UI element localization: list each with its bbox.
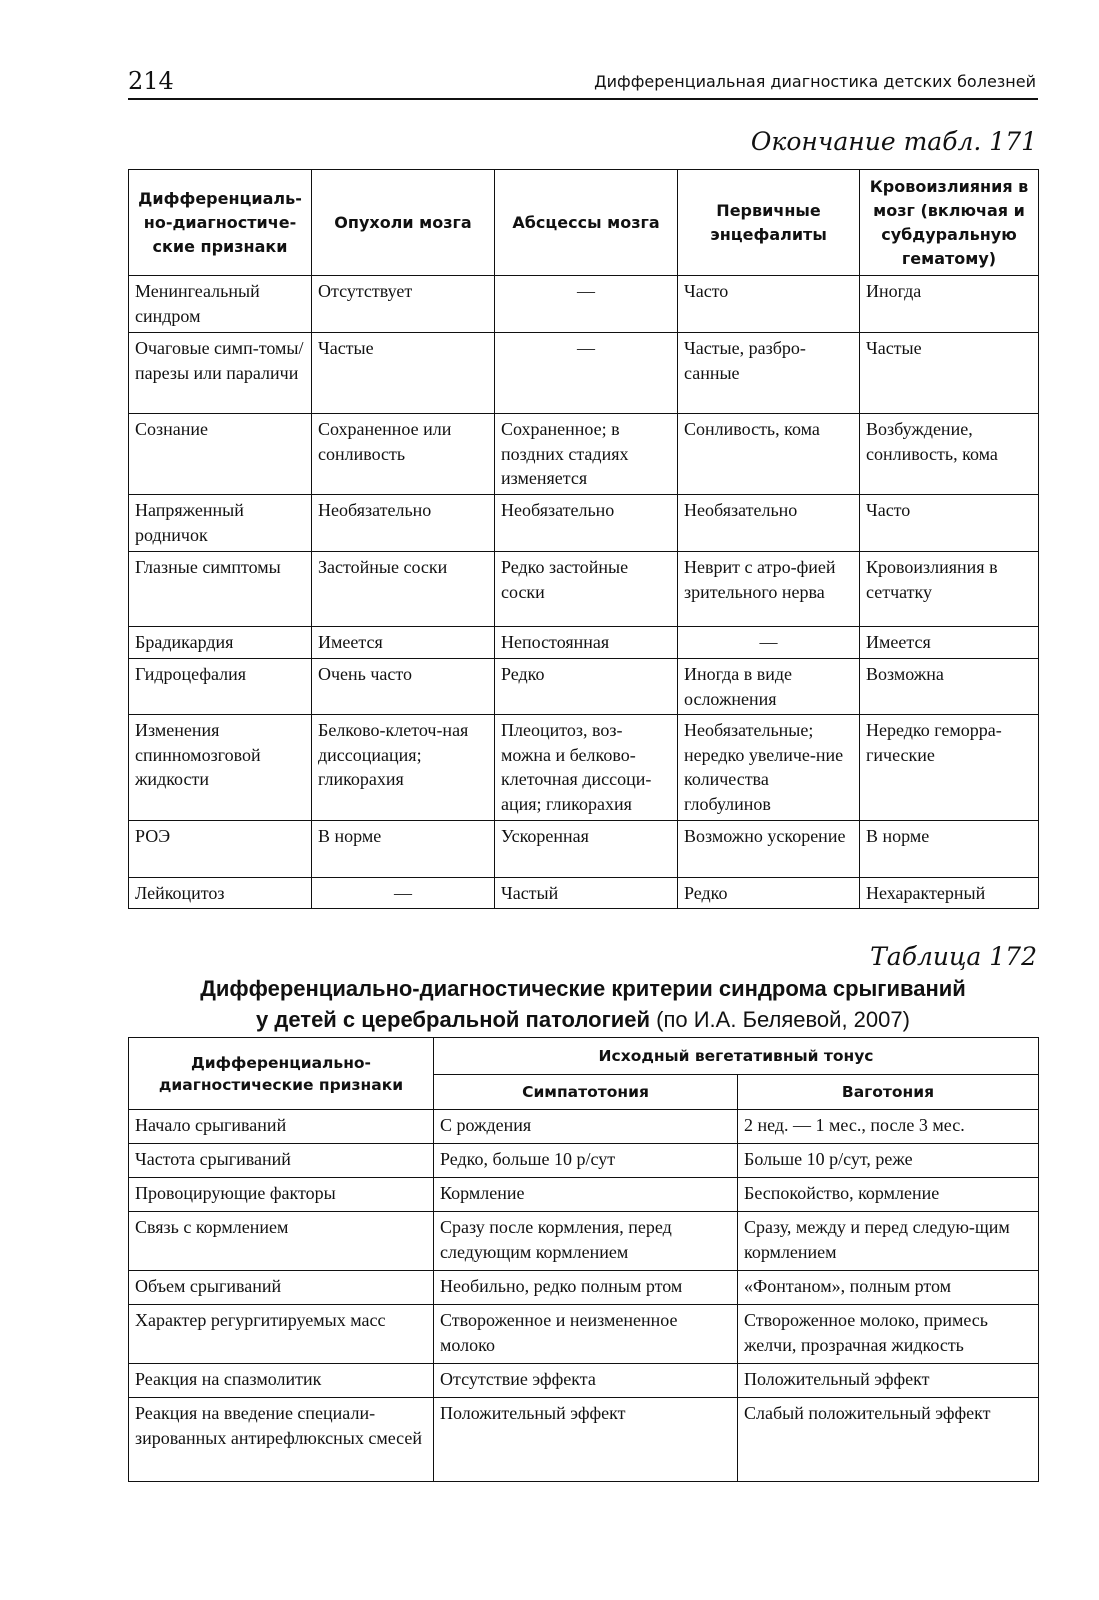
table-cell: Сохраненное или сонливость [312, 414, 495, 495]
table-172 [128, 1037, 1039, 1482]
table-cell: Реакция на введение специали-зированных антирефлюксных смесей [129, 1398, 434, 1482]
table-cell: Положительный эффект [738, 1364, 1039, 1398]
table-cell: Неврит с атро-фией зрительного нерва [678, 552, 860, 627]
table-row [129, 659, 1039, 715]
table-row [129, 1178, 1039, 1212]
running-title: Дифференциальная диагностика детских болезней [594, 72, 1036, 91]
table-cell: — [678, 627, 860, 659]
table-cell: — [495, 333, 678, 414]
table-cell: Начало срыгиваний [129, 1110, 434, 1144]
table-cell: Сразу, между и перед следую-щим кормлением [738, 1212, 1039, 1271]
table-cell: Частый [495, 878, 678, 909]
table-cell: Плеоцитоз, воз-можна и белково-клеточная диссоци-ация; гликорахия [495, 715, 678, 821]
table-row [129, 495, 1039, 552]
table-171-caption: Окончание табл. 171 [750, 127, 1037, 156]
table-cell: С рождения [434, 1110, 738, 1144]
table-row [129, 1398, 1039, 1482]
column-header: Кровоизлияния в мозг (включая и субдуральную гематому) [860, 170, 1039, 276]
table-cell: В норме [312, 821, 495, 878]
column-header-vagotonia: Ваготония [738, 1075, 1039, 1110]
table-row [129, 552, 1039, 627]
table-172-title-source: (по И.А. Беляевой, 2007) [656, 1007, 910, 1032]
table-cell: Кровоизлияния в сетчатку [860, 552, 1039, 627]
table-cell: Необязательно [495, 495, 678, 552]
table-cell: Имеется [312, 627, 495, 659]
table-cell: — [312, 878, 495, 909]
table-cell: 2 нед. — 1 мес., после 3 мес. [738, 1110, 1039, 1144]
table-row [129, 1305, 1039, 1364]
table-172-title-line-2: у детей с церебральной патологией [256, 1007, 651, 1032]
table-cell: Редко [495, 659, 678, 715]
table-cell: Створоженное и неизмененное молоко [434, 1305, 738, 1364]
table-cell: Иногда [860, 276, 1039, 333]
table-row [129, 414, 1039, 495]
column-header-criteria: Дифференциально-диагностические признаки [129, 1038, 434, 1110]
table-cell: Провоцирующие факторы [129, 1178, 434, 1212]
table-row [129, 878, 1039, 909]
page-number: 214 [128, 67, 174, 95]
table-cell: Часто [678, 276, 860, 333]
table-cell: Сразу после кормления, перед следующим кормлением [434, 1212, 738, 1271]
column-header-group: Исходный вегетативный тонус [434, 1038, 1039, 1075]
table-row [129, 627, 1039, 659]
table-cell: «Фонтаном», полным ртом [738, 1271, 1039, 1305]
column-header-sympathotonia: Симпатотония [434, 1075, 738, 1110]
table-172-label: Таблица 172 [870, 942, 1037, 971]
table-171-header-row [129, 170, 1039, 276]
table-row [129, 1110, 1039, 1144]
table-cell: Редко, больше 10 р/сут [434, 1144, 738, 1178]
table-row [129, 715, 1039, 821]
table-cell: Редко застойные соски [495, 552, 678, 627]
table-cell: Иногда в виде осложнения [678, 659, 860, 715]
column-header: Первичные энцефалиты [678, 170, 860, 276]
table-cell: Нередко геморра-гические [860, 715, 1039, 821]
table-cell: Сознание [129, 414, 312, 495]
table-cell: Объем срыгиваний [129, 1271, 434, 1305]
table-cell: Кормление [434, 1178, 738, 1212]
column-header: Опухоли мозга [312, 170, 495, 276]
table-cell: Сохраненное; в поздних стадиях изменяется [495, 414, 678, 495]
table-cell: Изменения спинномозговой жидкости [129, 715, 312, 821]
table-cell: Отсутствует [312, 276, 495, 333]
table-cell: В норме [860, 821, 1039, 878]
table-cell: Гидроцефалия [129, 659, 312, 715]
table-172-title-line-1: Дифференциально-диагностические критерии синдрома срыгиваний [200, 976, 966, 1001]
table-row [129, 1212, 1039, 1271]
table-cell: Сонливость, кома [678, 414, 860, 495]
table-cell: Имеется [860, 627, 1039, 659]
table-cell: Частые [860, 333, 1039, 414]
table-cell: Отсутствие эффекта [434, 1364, 738, 1398]
table-cell: — [495, 276, 678, 333]
table-cell: Характер регургитируемых масс [129, 1305, 434, 1364]
table-cell: Необязательные; нередко увеличе-ние количества глобулинов [678, 715, 860, 821]
table-cell: Редко [678, 878, 860, 909]
table-cell: Лейкоцитоз [129, 878, 312, 909]
table-cell: Частота срыгиваний [129, 1144, 434, 1178]
table-cell: Реакция на спазмолитик [129, 1364, 434, 1398]
table-row [129, 1364, 1039, 1398]
table-cell: Очень часто [312, 659, 495, 715]
table-172-header-row [129, 1038, 1039, 1075]
table-row [129, 276, 1039, 333]
table-cell: Возможна [860, 659, 1039, 715]
column-header: Абсцессы мозга [495, 170, 678, 276]
table-cell: Глазные симптомы [129, 552, 312, 627]
table-cell: Возможно ускорение [678, 821, 860, 878]
table-cell: РОЭ [129, 821, 312, 878]
table-cell: Больше 10 р/сут, реже [738, 1144, 1039, 1178]
table-cell: Возбуждение, сонливость, кома [860, 414, 1039, 495]
table-row [129, 333, 1039, 414]
table-cell: Часто [860, 495, 1039, 552]
table-cell: Частые [312, 333, 495, 414]
table-cell: Очаговые симп-томы/парезы или параличи [129, 333, 312, 414]
table-row [129, 1271, 1039, 1305]
table-cell: Положительный эффект [434, 1398, 738, 1482]
column-header: Дифференциаль-но-диагностиче-ские признаки [129, 170, 312, 276]
table-cell: Белково-клеточ-ная диссоциация; гликорахия [312, 715, 495, 821]
table-cell: Частые, разбро-санные [678, 333, 860, 414]
table-cell: Застойные соски [312, 552, 495, 627]
table-172-title-second-line [128, 1004, 1038, 1035]
table-171 [128, 169, 1039, 909]
table-cell: Нехарактерный [860, 878, 1039, 909]
table-cell: Слабый положительный эффект [738, 1398, 1039, 1482]
table-cell: Ускоренная [495, 821, 678, 878]
table-cell: Необязательно [678, 495, 860, 552]
table-172-title [128, 973, 1038, 1004]
table-cell: Менингеальный синдром [129, 276, 312, 333]
table-cell: Необильно, редко полным ртом [434, 1271, 738, 1305]
table-cell: Створоженное молоко, примесь желчи, прозрачная жидкость [738, 1305, 1039, 1364]
table-cell: Брадикардия [129, 627, 312, 659]
table-row [129, 1144, 1039, 1178]
running-header [128, 66, 1038, 100]
table-cell: Связь с кормлением [129, 1212, 434, 1271]
table-cell: Непостоянная [495, 627, 678, 659]
table-cell: Напряженный родничок [129, 495, 312, 552]
table-cell: Необязательно [312, 495, 495, 552]
table-row [129, 821, 1039, 878]
table-cell: Беспокойство, кормление [738, 1178, 1039, 1212]
